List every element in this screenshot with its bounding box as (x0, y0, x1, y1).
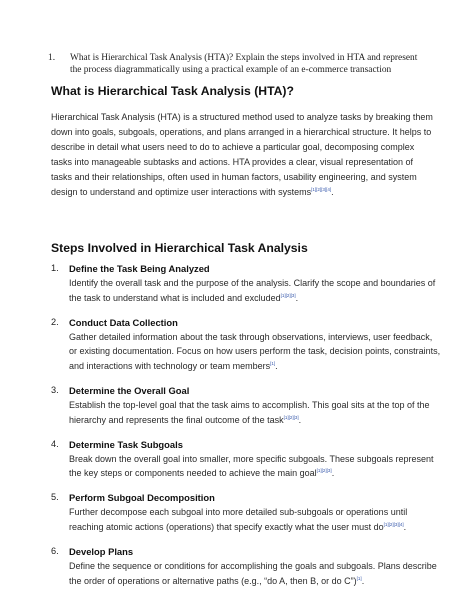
step-description (69, 330, 441, 374)
section-heading-steps: Steps Involved in Hierarchical Task Analysis (51, 241, 308, 255)
step-item (51, 384, 441, 427)
paragraph-end: . (331, 187, 334, 198)
step-description (69, 505, 441, 534)
section-heading-what-is-hta: What is Hierarchical Task Analysis (HTA)? (51, 84, 294, 98)
step-description-text: Define the sequence or conditions for accomplishing the goals and subgoals. Plans describe the order of operations or alternative paths (e.g., “do A, then B, or do C”) (69, 561, 437, 586)
step-number: 1. (51, 263, 59, 273)
citation[interactable]: [1][2][3][4] (383, 521, 404, 527)
step-number: 2. (51, 316, 59, 327)
question-item (48, 52, 426, 76)
citation[interactable]: [1] (270, 360, 276, 366)
question-text: What is Hierarchical Task Analysis (HTA)? Explain the steps involved in HTA and represent the process diagrammatically using a practical example of an e-commerce transaction (70, 53, 418, 75)
step-item (51, 438, 441, 481)
citation[interactable]: [1][2][3][4] (311, 187, 332, 193)
step-item (51, 262, 441, 305)
step-title: Perform Subgoal Decomposition (69, 492, 215, 504)
paragraph-text: Hierarchical Task Analysis (HTA) is a structured method used to analyze tasks by breaking them down into goals, subgoals, operations, and plans arranged in a hierarchical structure. It helps to describe in detail what users need to do to achieve a particular goal, decomposing complex tasks into manageable subtasks and actions. HTA provides a clear, visual representation of tasks and their relationships, often used in human factors, usability engineering, and system design to understand and optimize user interactions with systems (51, 112, 433, 198)
citation[interactable]: [1][2][3] (283, 414, 299, 420)
step-number: 5. (51, 492, 59, 503)
step-number: 4. (51, 438, 59, 449)
step-description-end: . (275, 360, 278, 371)
citation[interactable]: [1][2][3] (280, 292, 296, 298)
step-description-end: . (403, 521, 407, 532)
step-description-text: Identify the overall task and the purpose of the analysis. Clarify the scope and boundaries of the task to understand what is included and excluded (69, 278, 436, 303)
step-title: Conduct Data Collection (69, 316, 178, 328)
question-number: 1. (48, 53, 56, 63)
step-description-text: Gather detailed information about the task through observations, interviews, user feedback, or existing documentation. Focus on how users perform the task, decision points, constraints, and interactions with technology or team members (69, 331, 441, 371)
citation[interactable]: [1] (356, 575, 362, 581)
step-description-text: Break down the overall goal into smaller, more specific subgoals. These subgoals represent the key steps or components needed to achieve the main goal (69, 453, 434, 479)
step-description-end: . (295, 292, 299, 303)
step-title: Develop Plans (69, 546, 134, 558)
step-title: Determine Task Subgoals (69, 438, 183, 450)
steps-list (51, 262, 441, 599)
step-item (51, 316, 441, 374)
step-description (69, 398, 441, 427)
step-description-end: . (298, 414, 302, 425)
step-description-text: Establish the top-level goal that the task aims to accomplish. This goal sits at the top of the hierarchy and represents the final outcome of the task (69, 399, 430, 425)
step-number: 6. (51, 546, 59, 557)
step-title: Determine the Overall Goal (69, 384, 190, 396)
hta-definition-paragraph (51, 110, 436, 201)
step-item (51, 491, 441, 534)
step-description (69, 452, 441, 481)
step-title: Define the Task Being Analyzed (69, 263, 210, 274)
step-number: 3. (51, 384, 59, 395)
citation[interactable]: [1][2][3] (316, 468, 332, 474)
step-description (69, 276, 441, 305)
step-item (51, 545, 441, 588)
step-description-end: . (361, 575, 365, 586)
step-description (69, 559, 441, 588)
step-description-text: Further decompose each subgoal into more detailed sub-subgoals or operations until reaching atomic actions (operations) that specify exactly what the user must do (69, 507, 408, 532)
step-description-end: . (331, 468, 335, 479)
